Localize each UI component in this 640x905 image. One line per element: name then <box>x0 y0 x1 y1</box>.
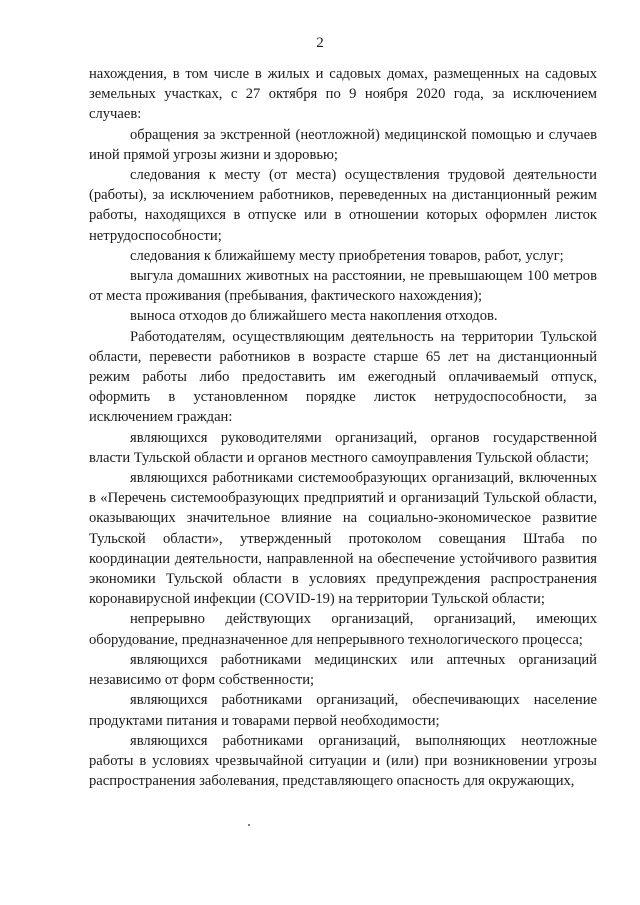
paragraph-exception-managers: являющихся руководителями организаций, органов государственной власти Тульской области и органов местного самоуправления Тульской области; <box>89 429 597 466</box>
paragraph-exception-food-supply: являющихся работниками организаций, обеспечивающих население продуктами питания и товарами первой необходимости; <box>89 692 597 729</box>
document-body <box>89 64 597 791</box>
paragraph-employers: Работодателям, осуществляющим деятельность на территории Тульской области, перевести работников в возрасте старше 65 лет на дистанционный режим работы либо предоставить им ежегодный оплачиваемый отпуск, оформить в установленном порядке листок нетрудоспособности, за исключением граждан: <box>89 328 597 426</box>
paragraph-exception-medical: обращения за экстренной (неотложной) медицинской помощью и случаев иной прямой угрозы жизни и здоровью; <box>89 126 597 163</box>
scan-speck <box>248 824 250 826</box>
paragraph-exception-emergency: являющихся работниками организаций, выполняющих неотложные работы в условиях чрезвычайной ситуации и (или) при возникновении угрозы распространения заболевания, представляющего опасность для окружающих, <box>89 732 597 790</box>
paragraph-exception-work: следования к месту (от места) осуществления трудовой деятельности (работы), за исключением работников, переведенных на дистанционный режим работы, находящихся в отпуске или в отношении которых оформлен листок нетрудоспособности; <box>89 167 597 244</box>
paragraph-continuation: нахождения, в том числе в жилых и садовых домах, размещенных на садовых земельных участках, с 27 октября по 9 ноября 2020 года, за исключением случаев: <box>89 66 597 123</box>
paragraph-exception-system-orgs: являющихся работниками системообразующих организаций, включенных в «Перечень системообразующих предприятий и организаций Тульской области, оказывающих значительное влияние на социально-экономическое развитие Тульской области», утвержденный протоколом совещания Штаба по координации деятельности, направленной на обеспечение устойчивого развития экономики Тульской области в условиях предупреждения распространения коронавирусной инфекции (COVID-19) на территории Тульской области; <box>89 470 597 608</box>
paragraph-exception-medical-workers: являющихся работниками медицинских или аптечных организаций независимо от форм собственности; <box>89 651 597 689</box>
paragraph-exception-shopping: следования к ближайшему месту приобретения товаров, работ, услуг; <box>130 247 564 264</box>
paragraph-exception-waste: выноса отходов до ближайшего места накопления отходов. <box>130 308 498 325</box>
paragraph-exception-continuous: непрерывно действующих организаций, организаций, имеющих оборудование, предназначенное для непрерывного технологического процесса; <box>89 611 597 648</box>
paragraph-exception-pets: выгула домашних животных на расстоянии, не превышающем 100 метров от места проживания (пребывания, фактического нахождения); <box>89 268 597 305</box>
page-number: 2 <box>316 35 324 51</box>
